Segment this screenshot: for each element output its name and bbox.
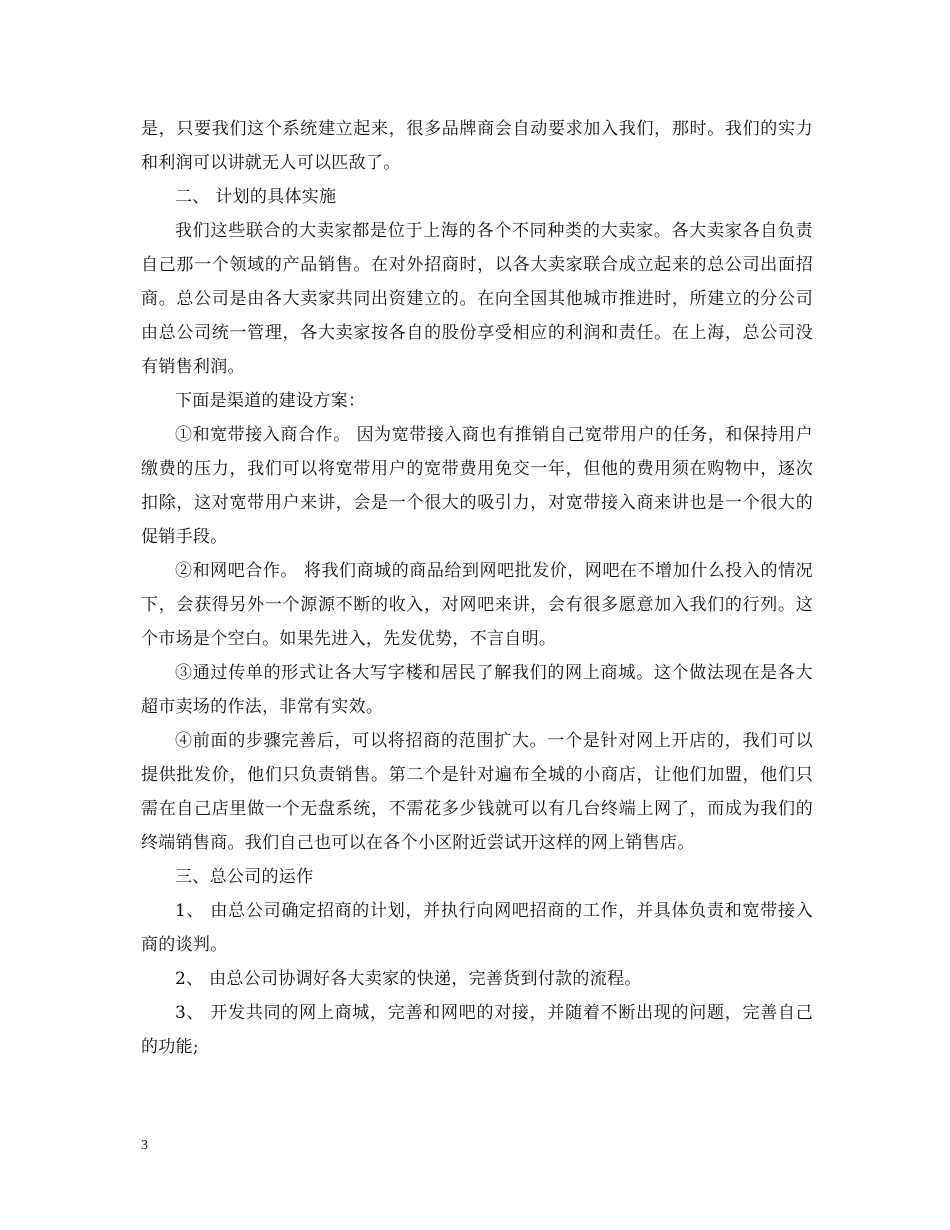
page-number: 3 [141,1138,148,1153]
paragraph-flyer-promotion: ③通过传单的形式让各大写字楼和居民了解我们的网上商城。这个做法现在是各大超市卖场的作法，非常有实效。 [141,663,813,717]
paragraph-continuation: 是，只要我们这个系统建立起来，很多品牌商会自动要求加入我们，那时。我们的实力和利润可以讲就无人可以匹敌了。 [141,119,813,173]
section-heading-implementation: 二、 计划的具体实施 [175,187,337,207]
paragraph-broadband-cooperation: ①和宽带接入商合作。 因为宽带接入商也有推销自己宽带用户的任务，和保持用户缴费的压力，我们可以将宽带用户的宽带费用免交一年，但他的费用须在购物中，逐次扣除，这对宽带用户来讲，会是一个很大的吸引力，对宽带接入商来讲也是一个很大的促销手段。 [141,425,813,547]
section-heading-operation: 三、总公司的运作 [175,867,314,887]
list-item-2: 2、 由总公司协调好各大卖家的快递，完善货到付款的流程。 [175,969,642,989]
paragraph-channel-plan-intro: 下面是渠道的建设方案： [175,391,366,411]
document-body [141,112,813,1064]
list-item-3: 3、 开发共同的网上商城，完善和网吧的对接，并随着不断出现的问题，完善自己的功能; [141,1003,813,1057]
list-item-1: 1、 由总公司确定招商的计划，并执行向网吧招商的工作，并具体负责和宽带接入商的谈判。 [141,901,813,955]
paragraph-expand-recruitment: ④前面的步骤完善后，可以将招商的范围扩大。一个是针对网上开店的，我们可以提供批发价，他们只负责销售。第二个是针对遍布全城的小商店，让他们加盟，他们只需在自己店里做一个无盘系统，不需花多少钱就可以有几台终端上网了，而成为我们的终端销售商。我们自己也可以在各个小区附近尝试开这样的网上销售店。 [141,731,813,853]
paragraph-netcafe-cooperation: ②和网吧合作。 将我们商城的商品给到网吧批发价，网吧在不增加什么投入的情况下，会获得另外一个源源不断的收入，对网吧来讲，会有很多愿意加入我们的行列。这个市场是个空白。如果先进入，先发优势，不言自明。 [141,561,813,649]
paragraph-sellers-alliance: 我们这些联合的大卖家都是位于上海的各个不同种类的大卖家。各大卖家各自负责自己那一个领域的产品销售。在对外招商时，以各大卖家联合成立起来的总公司出面招商。总公司是由各大卖家共同出资建立的。在向全国其他城市推进时，所建立的分公司由总公司统一管理，各大卖家按各自的股份享受相应的利润和责任。在上海，总公司没有销售利润。 [141,221,813,377]
